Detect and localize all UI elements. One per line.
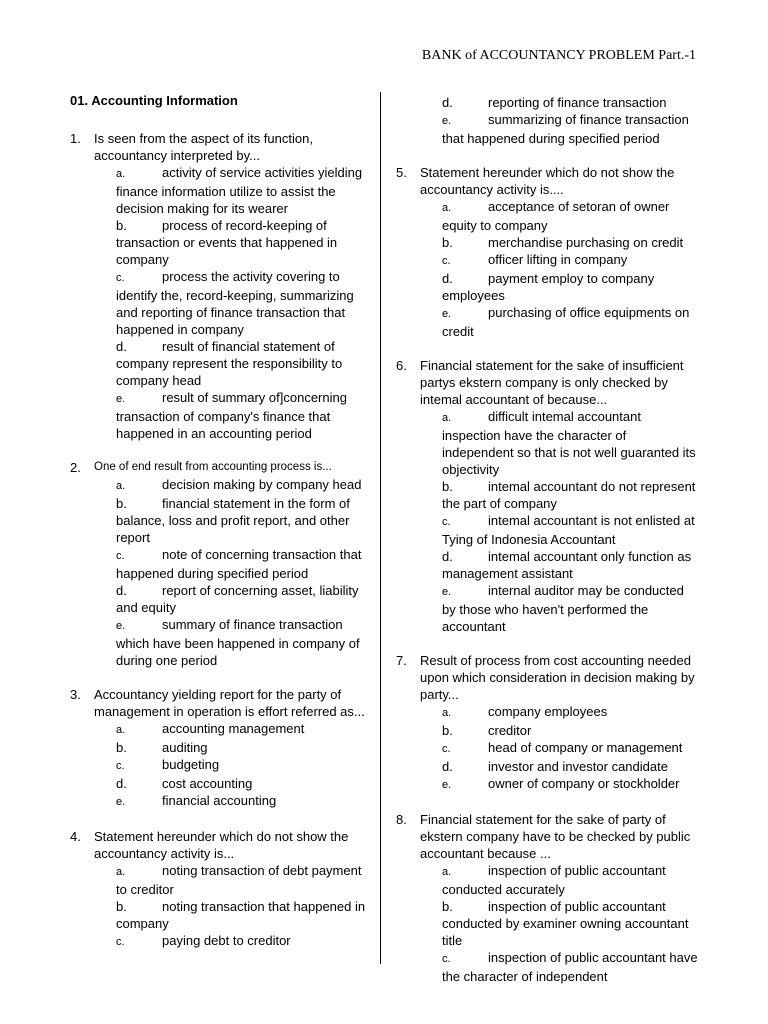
answer-option xyxy=(442,703,701,722)
answer-option xyxy=(442,512,701,548)
option-text: decision making by company head xyxy=(162,477,362,492)
options-list xyxy=(442,703,701,794)
option-letter: c. xyxy=(116,550,125,562)
option-text: intemal accountant is not enlisted at Tying of Indonesia Accountant xyxy=(442,513,695,547)
question-stem xyxy=(396,164,701,198)
question-block xyxy=(70,459,370,669)
question-number: 3. xyxy=(70,687,81,702)
option-text: result of summary of]concerning transaction of company's finance that happened in an accounting period xyxy=(116,390,347,441)
option-letter: e. xyxy=(116,393,126,405)
question-text: Accountancy yielding report for the party of management in operation is effort referred as... xyxy=(94,687,365,719)
option-text: intemal accountant only function as management assistant xyxy=(442,549,692,581)
answer-option xyxy=(442,478,701,512)
option-text: financial accounting xyxy=(162,793,277,808)
options-list xyxy=(442,408,701,635)
option-text: budgeting xyxy=(162,757,220,772)
question-number: 4. xyxy=(70,829,81,844)
question-block xyxy=(396,164,701,340)
option-text: officer lifting in company xyxy=(488,252,628,267)
option-text: cost accounting xyxy=(162,776,253,791)
option-text: inspection of public accountant conducted accurately xyxy=(442,863,666,897)
question-stem xyxy=(396,652,701,703)
option-letter: c. xyxy=(442,743,451,755)
option-text: auditing xyxy=(162,740,208,755)
question-block xyxy=(396,811,701,985)
answer-option xyxy=(442,111,701,147)
options-list xyxy=(116,476,370,669)
question-stem xyxy=(70,686,370,720)
answer-option xyxy=(442,862,701,898)
option-letter: c. xyxy=(116,936,125,948)
option-text: purchasing of office equipments on credit xyxy=(442,305,690,339)
option-text: acceptance of setoran of owner equity to company xyxy=(442,199,670,233)
options-list xyxy=(116,862,370,951)
option-text: accounting management xyxy=(162,721,305,736)
answer-option xyxy=(116,546,370,582)
option-text: owner of company or stockholder xyxy=(488,776,680,791)
option-text: inspection of public accountant have the character of independent xyxy=(442,950,698,984)
option-text: activity of service activities yielding finance information utilize to assist the decision making for its wearer xyxy=(116,165,363,216)
option-letter: c. xyxy=(116,272,125,284)
option-letter: b. xyxy=(116,496,127,511)
option-letter: e. xyxy=(442,586,452,598)
question-number: 5. xyxy=(396,165,407,180)
option-letter: d. xyxy=(116,583,127,598)
option-text: paying debt to creditor xyxy=(162,933,291,948)
option-text: noting transaction that happened in company xyxy=(116,899,366,931)
answer-option xyxy=(442,949,701,985)
question-number: 8. xyxy=(396,812,407,827)
column-divider xyxy=(380,92,381,964)
option-text: result of financial statement of company represent the responsibility to company head xyxy=(116,339,343,388)
option-letter: d. xyxy=(442,95,453,110)
option-letter: c. xyxy=(442,953,451,965)
question-block xyxy=(396,357,701,635)
option-text: process of record-keeping of transaction or events that happened in company xyxy=(116,218,338,267)
option-letter: a. xyxy=(116,480,126,492)
option-letter: d. xyxy=(116,776,127,791)
options-list xyxy=(442,862,701,985)
page-header: BANK of ACCOUNTANCY PROBLEM Part.-1 xyxy=(421,48,696,63)
option-text: head of company or management xyxy=(488,740,683,755)
answer-option xyxy=(442,304,701,340)
option-text: report of concerning asset, liability and equity xyxy=(116,583,359,615)
answer-option xyxy=(442,251,701,270)
options-list xyxy=(116,164,370,442)
question-stem xyxy=(70,130,370,164)
right-question-list xyxy=(396,164,701,985)
continued-options xyxy=(442,94,701,147)
option-letter: e. xyxy=(442,779,452,791)
answer-option xyxy=(442,234,701,251)
option-letter: b. xyxy=(442,723,453,738)
question-stem xyxy=(70,459,370,476)
option-letter: c. xyxy=(116,760,125,772)
option-text: noting transaction of debt payment to creditor xyxy=(116,863,362,897)
answer-option xyxy=(116,164,370,217)
answer-option xyxy=(442,758,701,775)
left-question-list xyxy=(70,130,370,951)
answer-option xyxy=(442,775,701,794)
option-letter: d. xyxy=(442,759,453,774)
answer-option xyxy=(116,217,370,268)
options-list xyxy=(116,720,370,811)
option-letter: a. xyxy=(116,724,126,736)
answer-option xyxy=(442,548,701,582)
option-text: internal auditor may be conducted by those who haven't performed the accountant xyxy=(442,583,684,634)
answer-option xyxy=(116,582,370,616)
option-letter: b. xyxy=(442,235,453,250)
option-text: creditor xyxy=(488,723,532,738)
option-text: merchandise purchasing on credit xyxy=(488,235,684,250)
section-title: 01. Accounting Information xyxy=(70,93,238,108)
option-letter: a. xyxy=(442,412,452,424)
question-text: Is seen from the aspect of its function, accountancy interpreted by... xyxy=(94,131,313,163)
answer-option xyxy=(116,862,370,898)
option-letter: b. xyxy=(116,899,127,914)
option-text: payment employ to company employees xyxy=(442,271,655,303)
option-letter: e. xyxy=(442,115,452,127)
question-number: 6. xyxy=(396,358,407,373)
answer-option xyxy=(442,408,701,478)
answer-option xyxy=(442,198,701,234)
option-letter: d. xyxy=(442,549,453,564)
question-text: Financial statement for the sake of party of ekstern company have to be checked by public accountant because ... xyxy=(420,812,691,861)
option-letter: a. xyxy=(442,707,452,719)
option-letter: c. xyxy=(442,516,451,528)
question-number: 2. xyxy=(70,460,81,475)
answer-option xyxy=(442,94,701,111)
option-text: reporting of finance transaction xyxy=(488,95,667,110)
question-text: Statement hereunder which do not show the accountancy activity is.... xyxy=(420,165,675,197)
answer-option xyxy=(442,270,701,304)
answer-option xyxy=(442,898,701,949)
question-text: Result of process from cost accounting needed upon which consideration in decision making by party... xyxy=(420,653,695,702)
answer-option xyxy=(442,582,701,635)
option-letter: a. xyxy=(442,202,452,214)
option-letter: b. xyxy=(442,479,453,494)
question-block xyxy=(70,828,370,951)
options-list xyxy=(442,198,701,340)
question-block xyxy=(70,686,370,811)
left-column xyxy=(70,92,370,968)
answer-option xyxy=(116,756,370,775)
option-letter: e. xyxy=(116,796,126,808)
answer-option xyxy=(116,338,370,389)
option-letter: a. xyxy=(442,866,452,878)
answer-option xyxy=(442,739,701,758)
option-letter: d. xyxy=(442,271,453,286)
option-letter: e. xyxy=(116,620,126,632)
option-letter: b. xyxy=(442,899,453,914)
answer-option xyxy=(116,268,370,338)
option-text: note of concerning transaction that happened during specified period xyxy=(116,547,362,581)
answer-option xyxy=(116,495,370,546)
question-stem xyxy=(396,357,701,408)
option-letter: c. xyxy=(442,255,451,267)
question-block xyxy=(70,130,370,442)
question-number: 1. xyxy=(70,131,81,146)
option-text: investor and investor candidate xyxy=(488,759,668,774)
option-text: financial statement in the form of balance, loss and profit report, and other report xyxy=(116,496,350,545)
answer-option xyxy=(116,792,370,811)
option-letter: e. xyxy=(442,308,452,320)
option-text: summary of finance transaction which have been happened in company of during one period xyxy=(116,617,360,668)
option-letter: b. xyxy=(116,218,127,233)
question-text: One of end result from accounting process is... xyxy=(94,461,332,473)
option-text: summarizing of finance transaction that happened during specified period xyxy=(442,112,689,146)
option-text: company employees xyxy=(488,704,608,719)
answer-option xyxy=(116,720,370,739)
answer-option xyxy=(116,739,370,756)
option-letter: a. xyxy=(116,866,126,878)
right-column xyxy=(396,94,701,1002)
answer-option xyxy=(116,932,370,951)
question-text: Financial statement for the sake of insufficient partys ekstern company is only checked by intemal accountant of because... xyxy=(420,358,684,407)
answer-option xyxy=(116,775,370,792)
question-number: 7. xyxy=(396,653,407,668)
option-text: difficult intemal accountant inspection have the character of independent so that is not well guaranted its objectivity xyxy=(442,409,696,477)
option-letter: d. xyxy=(116,339,127,354)
answer-option xyxy=(442,722,701,739)
option-letter: a. xyxy=(116,168,126,180)
answer-option xyxy=(116,898,370,932)
answer-option xyxy=(116,389,370,442)
option-text: inspection of public accountant conducted by examiner owning accountant title xyxy=(442,899,689,948)
answer-option xyxy=(116,476,370,495)
option-letter: b. xyxy=(116,740,127,755)
answer-option xyxy=(116,616,370,669)
question-block xyxy=(396,652,701,794)
question-text: Statement hereunder which do not show the accountancy activity is... xyxy=(94,829,349,861)
question-stem xyxy=(396,811,701,862)
option-text: process the activity covering to identify the, record-keeping, summarizing and reporting of finance transaction that happened in company xyxy=(116,269,354,337)
question-stem xyxy=(70,828,370,862)
option-text: intemal accountant do not represent the part of company xyxy=(442,479,696,511)
